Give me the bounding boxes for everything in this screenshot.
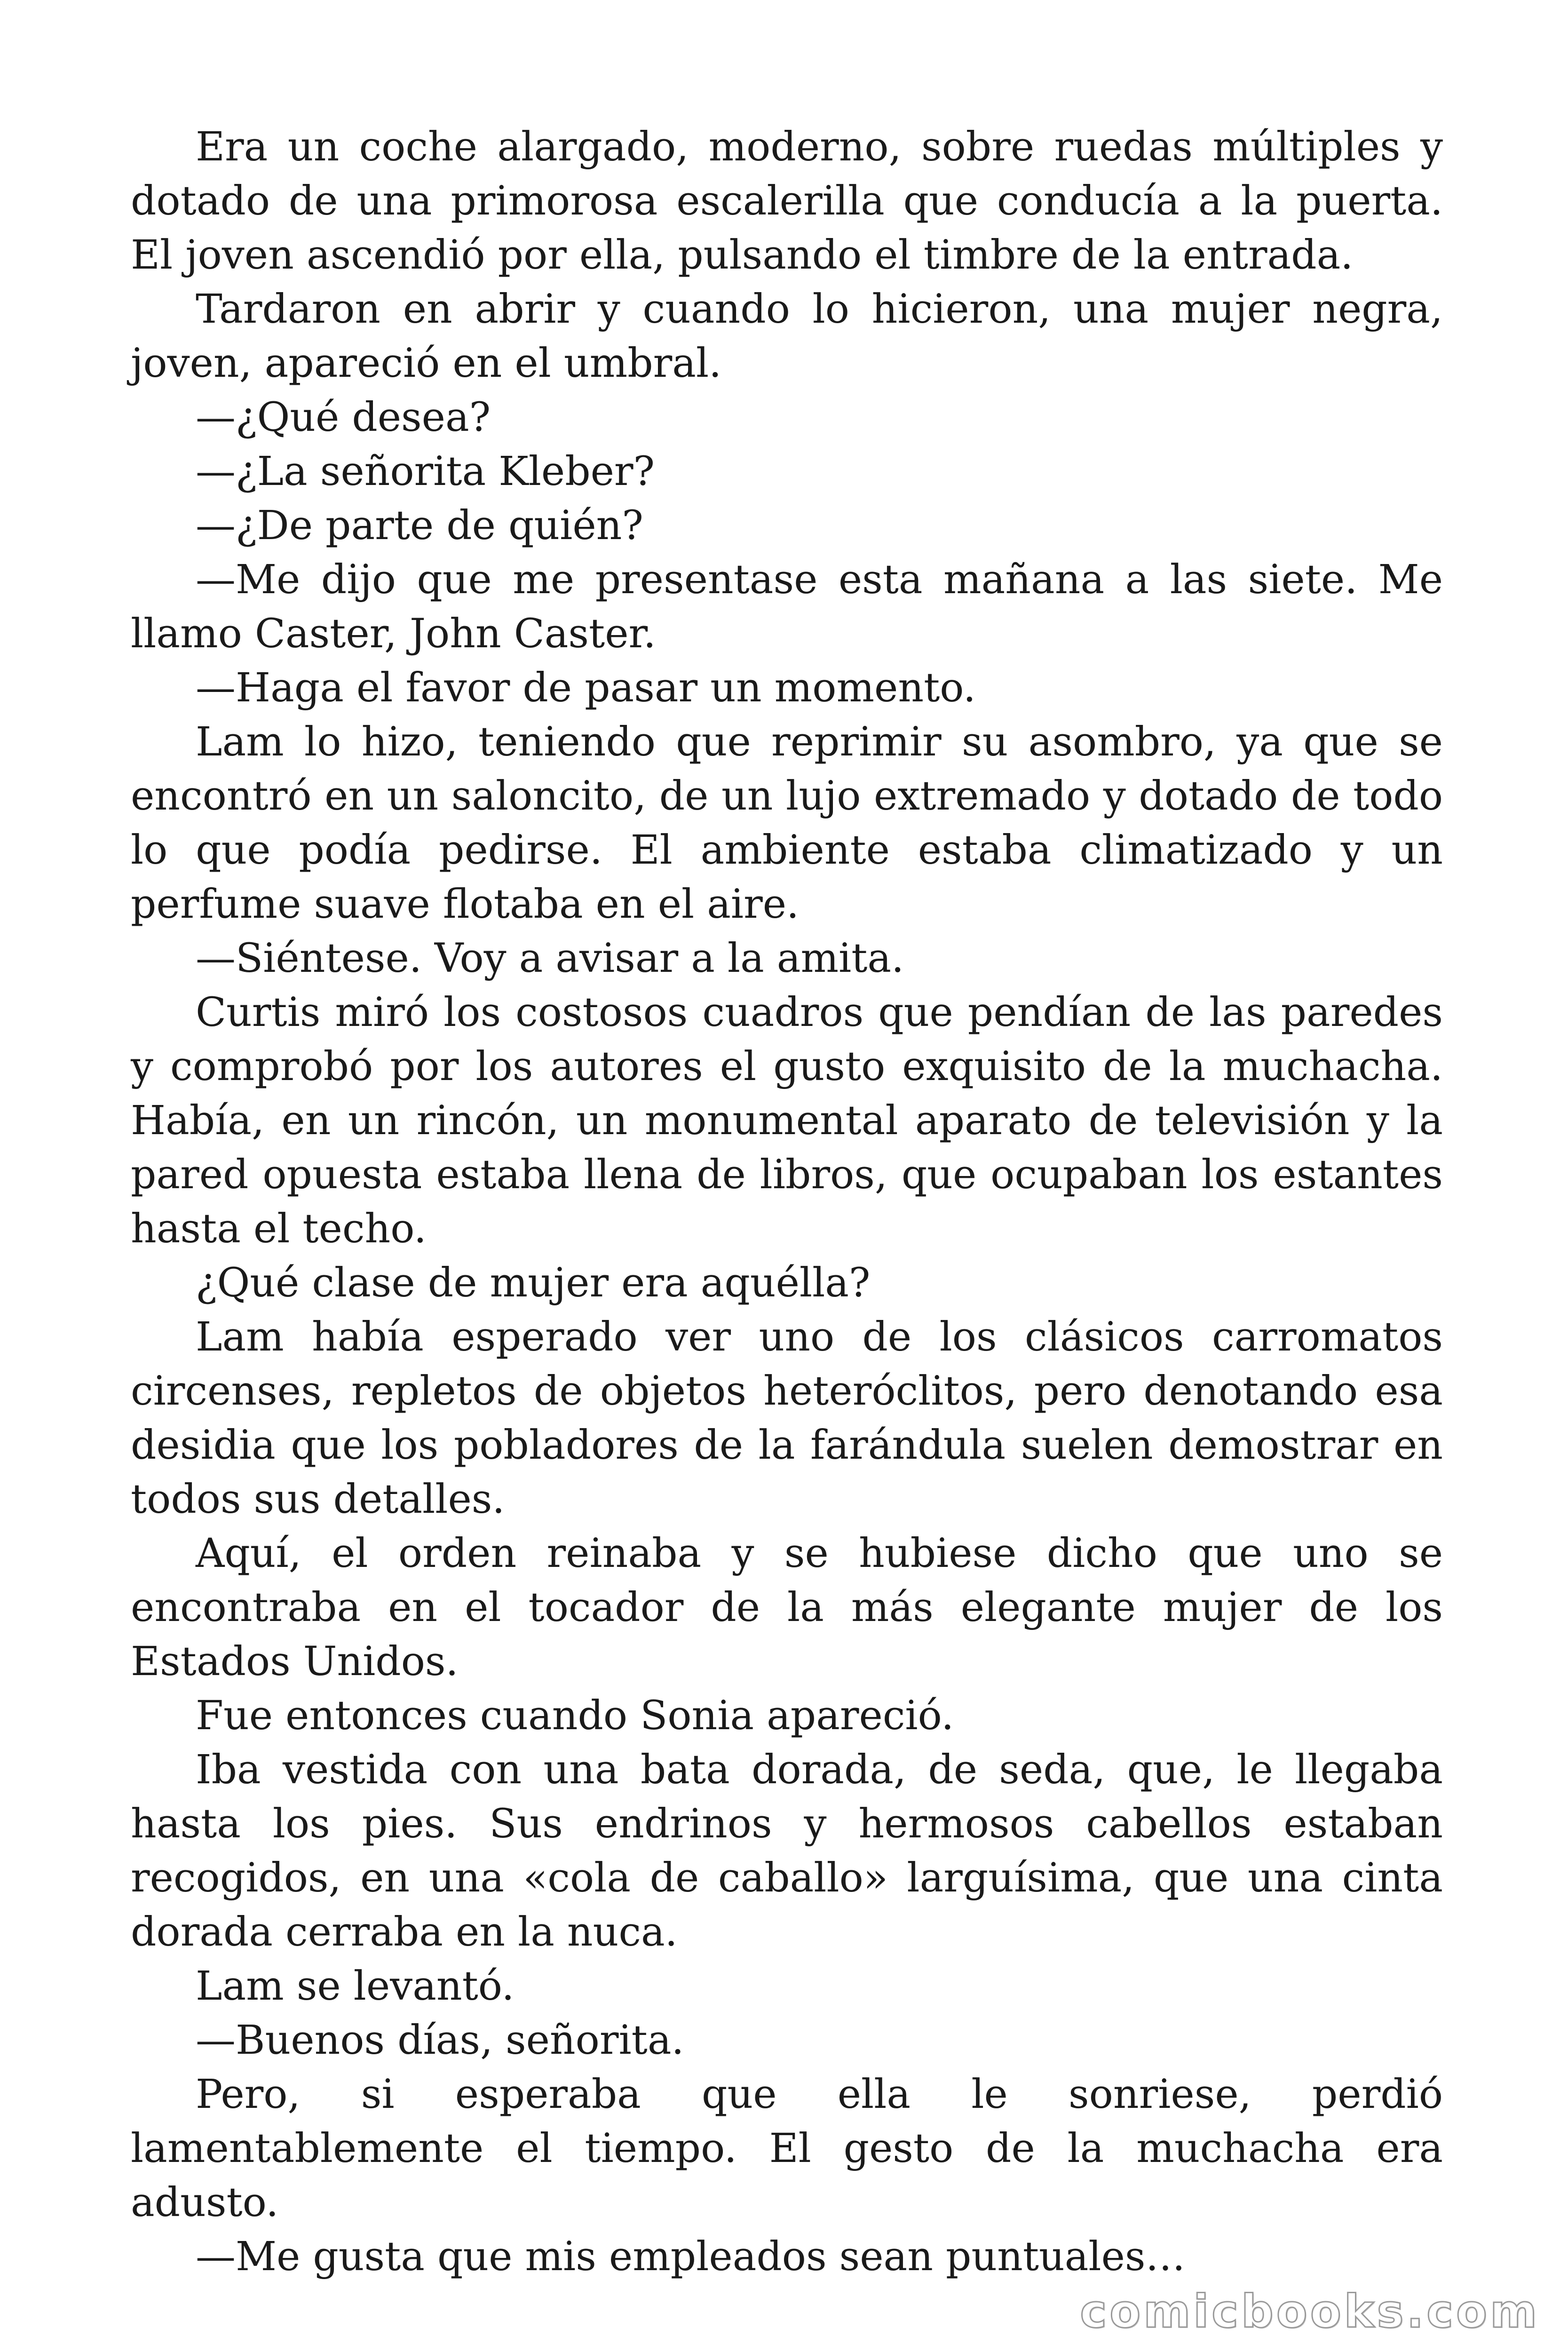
dialogue-line: —¿Qué desea? <box>196 394 491 441</box>
watermark-logo: comicbooks.com <box>1080 2285 1540 2338</box>
paragraph: Tardaron en abrir y cuando lo hicieron, una mujer negra, joven, apareció en el umbral. <box>131 286 1443 387</box>
paragraph: Lam había esperado ver uno de los clásicos carromatos circenses, repletos de objetos heteróclitos, pero denotando esa desidia que los pobladores de la farándula suelen demostrar en todos sus detalles. <box>131 1314 1443 1523</box>
paragraph: Era un coche alargado, moderno, sobre ruedas múltiples y dotado de una primorosa escalerilla que conducía a la puerta. El joven ascendió por ella, pulsando el timbre de la entrada. <box>131 124 1443 278</box>
paragraph: Fue entonces cuando Sonia apareció. <box>196 1692 954 1739</box>
dialogue-line: —Siéntese. Voy a avisar a la amita. <box>196 935 904 982</box>
paragraph: Lam lo hizo, teniendo que reprimir su asombro, ya que se encontró en un saloncito, de un lujo extremado y dotado de todo lo que podía pedirse. El ambiente estaba climatizado y un perfume suave flotaba en el aire. <box>131 719 1443 928</box>
dialogue-line: —Buenos días, señorita. <box>196 2017 684 2064</box>
dialogue-line: —Haga el favor de pasar un momento. <box>196 665 976 711</box>
dialogue-line: —Me gusta que mis empleados sean puntuales… <box>196 2233 1186 2280</box>
paragraph: Pero, si esperaba que ella le sonriese, perdió lamentablemente el tiempo. El gesto de la muchacha era adusto. <box>131 2071 1443 2226</box>
dialogue-line: —Me dijo que me presentase esta mañana a las siete. Me llamo Caster, John Caster. <box>131 556 1443 657</box>
paragraph: Curtis miró los costosos cuadros que pendían de las paredes y comprobó por los autores el gusto exquisito de la muchacha. Había, en un rincón, un monumental aparato de televisión y la pared opuesta estaba llena de libros, que ocupaban los estantes hasta el techo. <box>131 989 1443 1252</box>
body-text <box>131 120 1443 2284</box>
dialogue-line: —¿De parte de quién? <box>196 502 643 549</box>
dialogue-line: —¿La señorita Kleber? <box>196 448 655 495</box>
paragraph: Lam se levantó. <box>196 1963 515 2010</box>
paragraph: Aquí, el orden reinaba y se hubiese dicho que uno se encontraba en el tocador de la más elegante mujer de los Estados Unidos. <box>131 1530 1443 1685</box>
paragraph: Iba vestida con una bata dorada, de seda, que, le llegaba hasta los pies. Sus endrinos y hermosos cabellos estaban recogidos, en una «cola de caballo» larguísima, que una cinta dorada cerraba en la nuca. <box>131 1747 1443 1955</box>
paragraph: ¿Qué clase de mujer era aquélla? <box>196 1260 871 1306</box>
